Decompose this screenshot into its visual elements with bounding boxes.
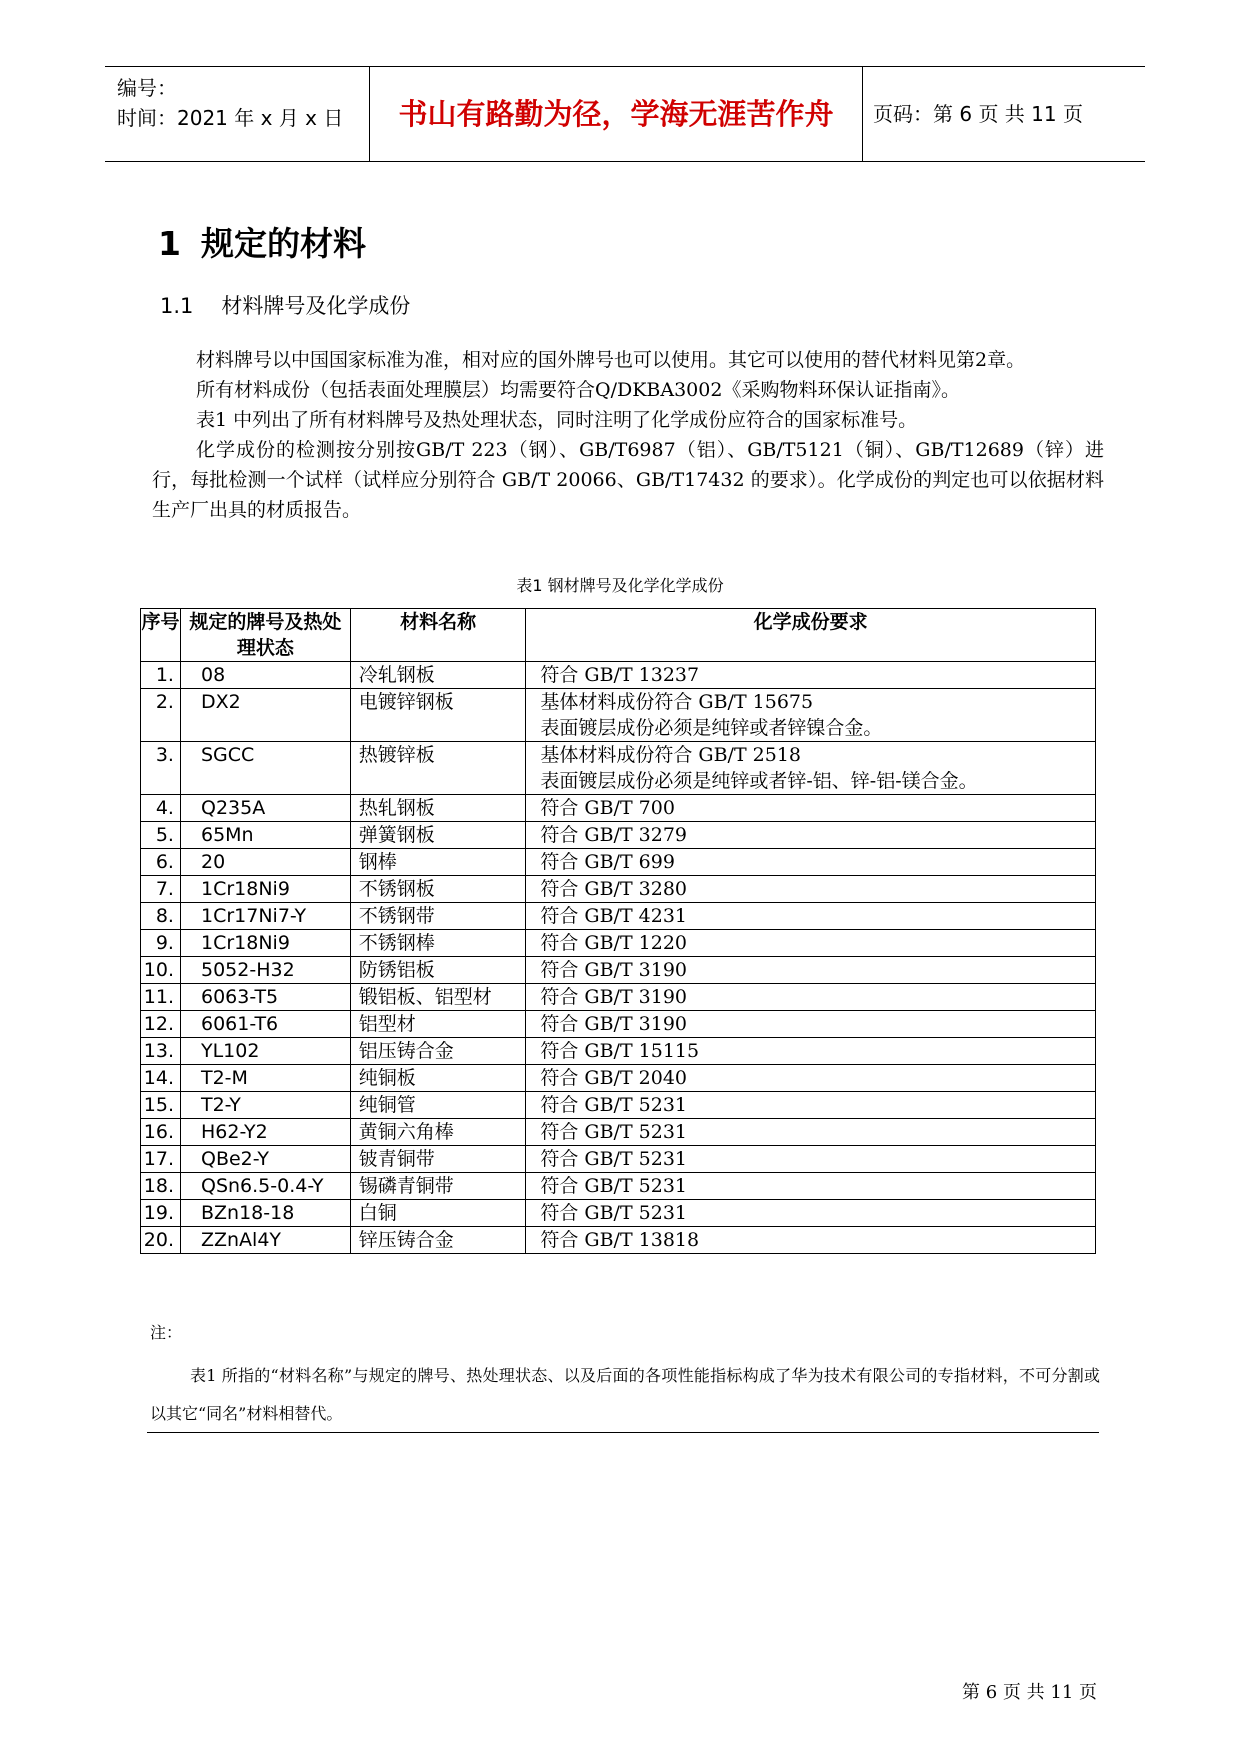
notes-label: 注： (150, 1323, 183, 1342)
header-material-name: 材料名称 (350, 609, 526, 662)
row-grade: 20 (180, 849, 350, 876)
row-seq: 15. (141, 1092, 181, 1119)
row-seq: 14. (141, 1065, 181, 1092)
requirement-line: 符合 GB/T 5231 (540, 1094, 688, 1116)
header-divider-right (862, 67, 863, 161)
row-material-name: 纯铜板 (350, 1065, 526, 1092)
row-material-name: 铍青铜带 (350, 1146, 526, 1173)
row-requirement (526, 849, 1096, 876)
table-row (141, 1038, 1096, 1065)
table-row (141, 984, 1096, 1011)
row-grade: 1Cr17Ni7-Y (180, 903, 350, 930)
row-seq: 20. (141, 1227, 181, 1254)
row-requirement (526, 1227, 1096, 1254)
row-requirement (526, 957, 1096, 984)
table-body (141, 662, 1096, 1254)
row-seq: 6. (141, 849, 181, 876)
row-grade: QBe2-Y (180, 1146, 350, 1173)
table-row (141, 849, 1096, 876)
row-grade: H62-Y2 (180, 1119, 350, 1146)
row-grade: 08 (180, 662, 350, 689)
row-material-name: 热轧钢板 (350, 795, 526, 822)
row-material-name: 弹簧钢板 (350, 822, 526, 849)
header-chemical-requirement: 化学成份要求 (526, 609, 1096, 662)
row-requirement (526, 689, 1096, 742)
requirement-line: 符合 GB/T 1220 (540, 932, 688, 954)
requirement-line: 符合 GB/T 4231 (540, 905, 688, 927)
table-row (141, 930, 1096, 957)
table-row (141, 1200, 1096, 1227)
row-requirement (526, 1173, 1096, 1200)
section-heading (158, 218, 366, 265)
row-seq: 5. (141, 822, 181, 849)
document-number-label: 编号： (117, 76, 177, 100)
requirement-line: 符合 GB/T 3190 (540, 986, 688, 1008)
table-row (141, 822, 1096, 849)
requirement-line: 符合 GB/T 3279 (540, 824, 688, 846)
requirement-line: 符合 GB/T 699 (540, 851, 675, 873)
row-grade: BZn18-18 (180, 1200, 350, 1227)
materials-table (140, 608, 1096, 1254)
row-requirement (526, 1038, 1096, 1065)
row-material-name: 不锈钢板 (350, 876, 526, 903)
row-material-name: 热镀锌板 (350, 742, 526, 795)
requirement-line: 符合 GB/T 700 (540, 797, 675, 819)
requirement-line: 基体材料成份符合 GB/T 2518 (540, 744, 802, 766)
paragraph: 表1 中列出了所有材料牌号及热处理状态，同时注明了化学成份应符合的国家标准号。 (196, 409, 918, 431)
table-row (141, 903, 1096, 930)
table-row (141, 1092, 1096, 1119)
row-grade: DX2 (180, 689, 350, 742)
row-grade: 1Cr18Ni9 (180, 930, 350, 957)
row-material-name: 白铜 (350, 1200, 526, 1227)
row-requirement (526, 1092, 1096, 1119)
row-grade: 65Mn (180, 822, 350, 849)
row-grade: 6061-T6 (180, 1011, 350, 1038)
row-requirement (526, 1200, 1096, 1227)
table-row (141, 795, 1096, 822)
subsection-title: 材料牌号及化学成份 (221, 294, 411, 318)
table-row (141, 689, 1096, 742)
row-grade: Q235A (180, 795, 350, 822)
notes-divider (147, 1432, 1099, 1433)
paragraph: 材料牌号以中国国家标准为准，相对应的国外牌号也可以使用。其它可以使用的替代材料见第2章。 (196, 349, 1026, 371)
requirement-line: 符合 GB/T 13818 (540, 1229, 700, 1251)
row-seq: 3. (141, 742, 181, 795)
row-requirement (526, 795, 1096, 822)
row-seq: 10. (141, 957, 181, 984)
row-material-name: 黄铜六角棒 (350, 1119, 526, 1146)
row-seq: 11. (141, 984, 181, 1011)
header-page-number: 页码：第 6 页 共 11 页 (873, 102, 1083, 126)
row-material-name: 不锈钢带 (350, 903, 526, 930)
header-meta (117, 73, 343, 133)
row-requirement (526, 822, 1096, 849)
row-requirement (526, 742, 1096, 795)
row-material-name: 钢棒 (350, 849, 526, 876)
header-motto: 书山有路勤为径，学海无涯苦作舟 (398, 97, 834, 131)
requirement-line: 符合 GB/T 5231 (540, 1202, 688, 1224)
paragraph: 化学成份的检测按分别按GB/T 223（钢）、GB/T6987（铝）、GB/T5121（铜）、GB/T12689（锌）进行，每批检测一个试样（试样应分别符合 GB/T 20066、GB/T17432 的要求）。化学成份的判定也可以依据材料生产厂出具的材质报告。 (152, 439, 1104, 521)
page-header (105, 66, 1145, 162)
table-row (141, 1173, 1096, 1200)
table-caption: 表1 钢材牌号及化学化学成份 (516, 576, 724, 595)
row-requirement (526, 662, 1096, 689)
row-seq: 18. (141, 1173, 181, 1200)
table-row (141, 1146, 1096, 1173)
table-row (141, 1119, 1096, 1146)
requirement-line: 符合 GB/T 2040 (540, 1067, 688, 1089)
row-seq: 17. (141, 1146, 181, 1173)
header-grade: 规定的牌号及热处理状态 (180, 609, 350, 662)
row-material-name: 锻铝板、铝型材 (350, 984, 526, 1011)
notes-text: 表1 所指的“材料名称”与规定的牌号、热处理状态、以及后面的各项性能指标构成了华为技术有限公司的专指材料，不可分割或以其它“同名”材料相替代。 (150, 1366, 1100, 1423)
row-requirement (526, 1011, 1096, 1038)
table-row (141, 1011, 1096, 1038)
row-material-name: 铝压铸合金 (350, 1038, 526, 1065)
requirement-line: 符合 GB/T 3190 (540, 959, 688, 981)
row-grade: T2-Y (180, 1092, 350, 1119)
requirement-line: 符合 GB/T 13237 (540, 664, 700, 686)
row-requirement (526, 1146, 1096, 1173)
table-row (141, 742, 1096, 795)
page-footer: 第 6 页 共 11 页 (962, 1682, 1097, 1703)
requirement-line: 符合 GB/T 15115 (540, 1040, 700, 1062)
subsection-number: 1.1 (160, 294, 194, 318)
requirement-line: 符合 GB/T 3190 (540, 1013, 688, 1035)
table-row (141, 1227, 1096, 1254)
row-requirement (526, 1119, 1096, 1146)
row-grade: 5052-H32 (180, 957, 350, 984)
body-paragraphs (152, 345, 1104, 525)
row-grade: YL102 (180, 1038, 350, 1065)
requirement-line: 表面镀层成份必须是纯锌或者锌-铝、锌-铝-镁合金。 (540, 770, 978, 792)
row-material-name: 冷轧钢板 (350, 662, 526, 689)
header-seq: 序号 (141, 609, 181, 662)
row-seq: 1. (141, 662, 181, 689)
table-row (141, 957, 1096, 984)
row-seq: 7. (141, 876, 181, 903)
row-seq: 2. (141, 689, 181, 742)
row-seq: 4. (141, 795, 181, 822)
table-row (141, 662, 1096, 689)
row-grade: T2-M (180, 1065, 350, 1092)
row-material-name: 防锈铝板 (350, 957, 526, 984)
row-seq: 12. (141, 1011, 181, 1038)
row-seq: 8. (141, 903, 181, 930)
row-material-name: 纯铜管 (350, 1092, 526, 1119)
row-material-name: 锌压铸合金 (350, 1227, 526, 1254)
requirement-line: 符合 GB/T 5231 (540, 1148, 688, 1170)
requirement-line: 符合 GB/T 3280 (540, 878, 688, 900)
row-requirement (526, 903, 1096, 930)
table-notes (150, 1320, 1100, 1433)
requirement-line: 符合 GB/T 5231 (540, 1175, 688, 1197)
requirement-line: 基体材料成份符合 GB/T 15675 (540, 691, 814, 713)
row-requirement (526, 930, 1096, 957)
row-requirement (526, 1065, 1096, 1092)
paragraph: 所有材料成份（包括表面处理膜层）均需要符合Q/DKBA3002《采购物料环保认证指南》。 (196, 379, 960, 401)
row-material-name: 电镀锌钢板 (350, 689, 526, 742)
row-material-name: 不锈钢棒 (350, 930, 526, 957)
section-number: 1 (158, 224, 181, 263)
subsection-heading (160, 290, 410, 320)
row-grade: 6063-T5 (180, 984, 350, 1011)
section-title: 规定的材料 (200, 224, 366, 263)
row-grade: ZZnAl4Y (180, 1227, 350, 1254)
row-requirement (526, 876, 1096, 903)
row-material-name: 锡磷青铜带 (350, 1173, 526, 1200)
row-requirement (526, 984, 1096, 1011)
table-header-row (141, 609, 1096, 662)
row-seq: 19. (141, 1200, 181, 1227)
row-material-name: 铝型材 (350, 1011, 526, 1038)
row-seq: 13. (141, 1038, 181, 1065)
document-time-label: 时间：2021 年 x 月 x 日 (117, 106, 344, 130)
table-row (141, 1065, 1096, 1092)
row-grade: QSn6.5-0.4-Y (180, 1173, 350, 1200)
requirement-line: 符合 GB/T 5231 (540, 1121, 688, 1143)
row-grade: SGCC (180, 742, 350, 795)
requirement-line: 表面镀层成份必须是纯锌或者锌镍合金。 (540, 717, 883, 739)
row-seq: 16. (141, 1119, 181, 1146)
table-row (141, 876, 1096, 903)
row-seq: 9. (141, 930, 181, 957)
row-grade: 1Cr18Ni9 (180, 876, 350, 903)
